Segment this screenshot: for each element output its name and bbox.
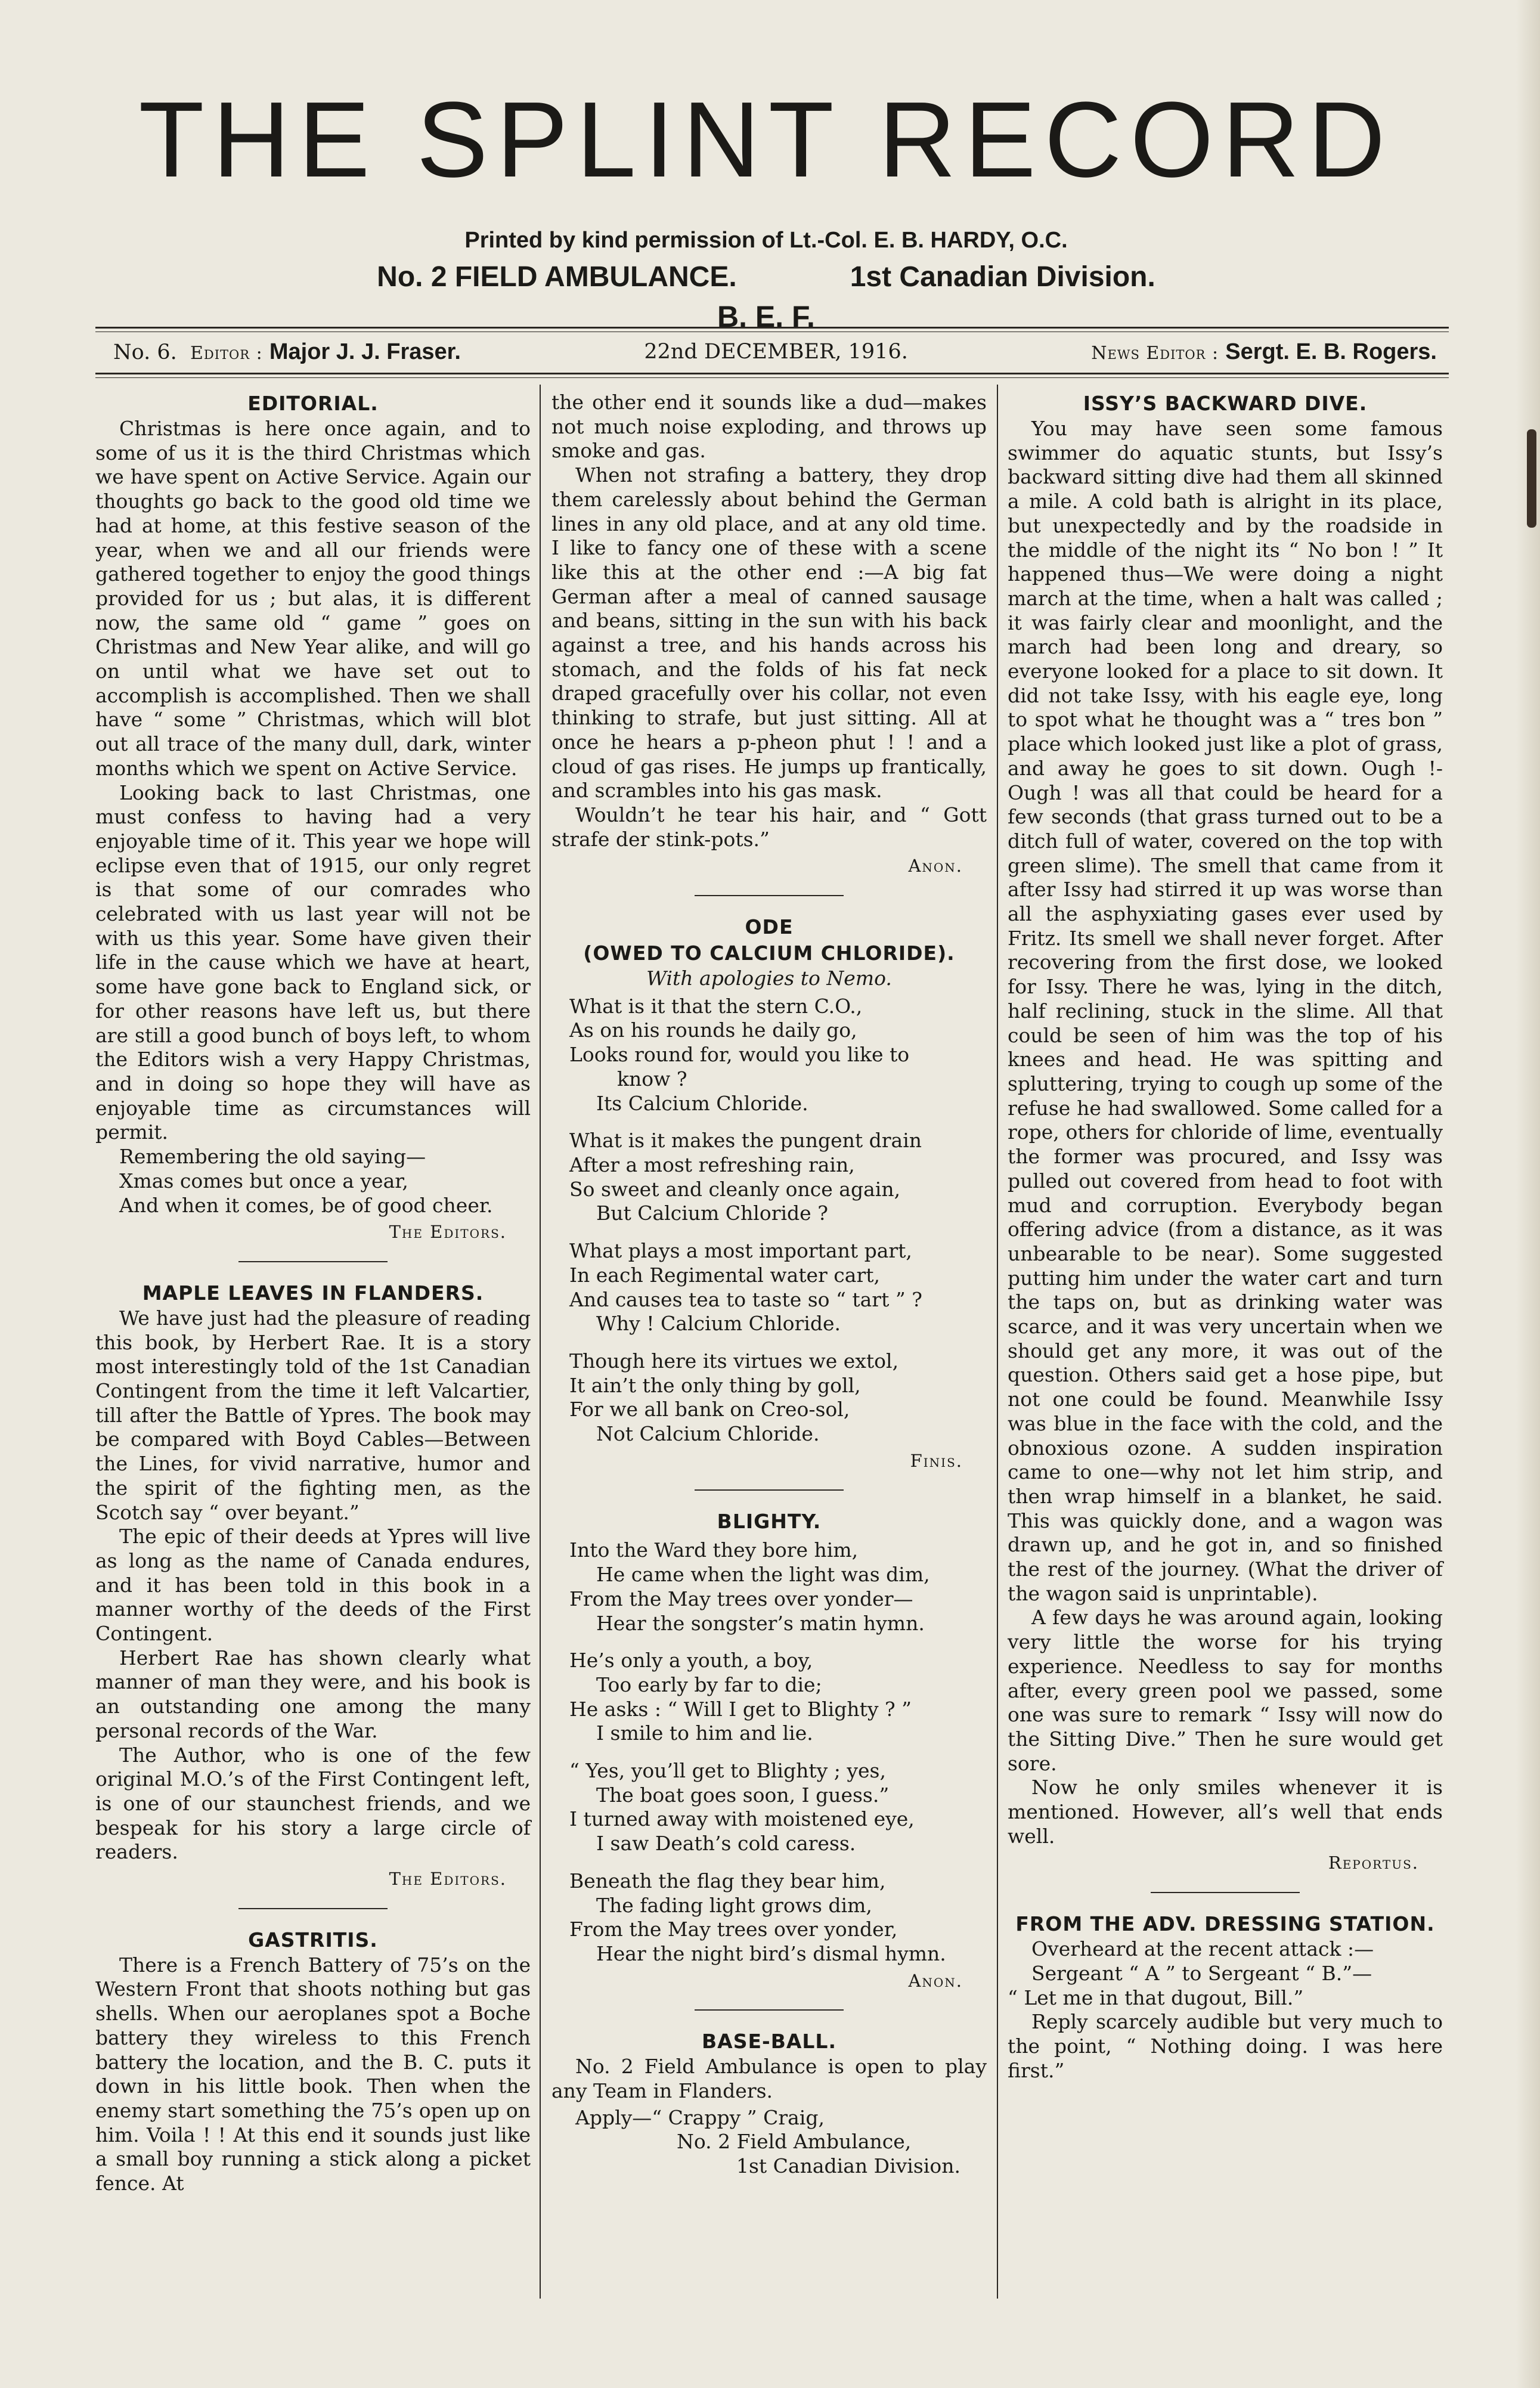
column-divider <box>540 385 541 2299</box>
issue-bar <box>113 334 1437 370</box>
verse-line: Too early by far to die; <box>596 1672 822 1696</box>
column-2 <box>551 391 987 2364</box>
article-separator <box>1151 1892 1300 1893</box>
ode-stanza <box>569 1349 987 1447</box>
dressing-station-heading: FROM THE ADV. DRESSING STATION. <box>1015 1912 1435 1936</box>
article-separator <box>695 2009 844 2011</box>
editorial-saying <box>95 1145 531 1218</box>
issue-number: No. 6. <box>113 340 177 364</box>
verse-line: What plays a most important part, <box>569 1239 912 1263</box>
article-separator <box>695 1489 844 1491</box>
issue-editor <box>113 339 461 365</box>
verse-line: It ain’t the only thing by goll, <box>569 1373 861 1397</box>
verse-line: The fading light grows dim, <box>596 1893 872 1917</box>
news-editor-name: Sergt. E. B. Rogers. <box>1225 339 1437 364</box>
column-1 <box>95 391 531 2364</box>
maple-leaves-heading: MAPLE LEAVES IN FLANDERS. <box>142 1281 484 1305</box>
column-3 <box>1008 391 1443 2364</box>
verse-line: He came when the light was dim, <box>596 1563 930 1587</box>
verse-line: “ Yes, you’ll get to Blighty ; yes, <box>569 1759 886 1783</box>
blighty-stanza <box>569 1869 987 1966</box>
issy-heading: ISSY’S BACKWARD DIVE. <box>1083 392 1368 415</box>
ode-stanza <box>569 995 987 1116</box>
gastritis-paragraph: Wouldn’t he tear his hair, and “ Gott strafe der stink-pots.” <box>551 803 987 851</box>
verse-line: But Calcium Chloride ? <box>596 1201 828 1225</box>
baseball-apply <box>551 2106 987 2179</box>
unit-line <box>89 261 1443 293</box>
article-separator <box>695 895 844 896</box>
dressing-paragraph: Overheard at the recent attack :— <box>1031 1937 1374 1961</box>
verse-line: What is it makes the pungent drain <box>569 1129 922 1153</box>
verse-line: Though here its virtues we extol, <box>569 1349 899 1373</box>
verse-line: Looks round for, would you like to <box>569 1043 910 1067</box>
maple-paragraph: We have just had the pleasure of reading this book, by Herbert Rae. It is a story most interestingly told of the 1st Canadian Contingent from the time it left Valcartier, till after the Battle of Ypres. The book may be compared with Boyd Cables—Between the Lines, for vivid narrative, humor and the spirit of the fighting men, as the Scotch say “ over beyant.” <box>95 1306 531 1524</box>
editorial-paragraph: Christmas is here once again, and to some of us it is the third Christmas which we have spent on Active Service. Again our thoughts go back to the good old time we had at home, at this festive season of the year, when we and all our friends were gathered together to enjoy the good things provided for us ; but alas, it is different now, the same old “ game ” goes on Christmas and New Year alike, and will go on until what we have set out to accomplish is accomplished. Then we shall have “ some ” Christmas, which will blot out all trace of the many dull, dark, winter months which we spent on Active Service. <box>95 417 531 780</box>
ode-signature: Finis. <box>910 1450 963 1471</box>
gastritis-paragraph: the other end it sounds like a dud—makes not much noise exploding, and throws up smoke and gas. <box>551 391 987 463</box>
baseball-paragraph: No. 2 Field Ambulance is open to play any Team in Flanders. <box>551 2055 987 2103</box>
ode-verse <box>569 995 987 1447</box>
editorial-article <box>95 391 531 1244</box>
issy-article <box>1008 391 1443 1875</box>
saying-line: Remembering the old saying— <box>119 1145 426 1169</box>
editor-name: Major J. J. Fraser. <box>269 339 461 364</box>
ode-stanza <box>569 1129 987 1226</box>
blighty-heading: BLIGHTY. <box>717 1510 822 1534</box>
header-rule <box>95 373 1449 374</box>
blighty-signature: Anon. <box>908 1970 963 1991</box>
column-divider <box>997 385 998 2299</box>
verse-line: He’s only a youth, a boy, <box>569 1649 813 1672</box>
maple-paragraph: The epic of their deeds at Ypres will live as long as the name of Canada endures, and it has been told in this book in a manner worthy of the deeds of the First Contingent. <box>95 1525 531 1646</box>
news-editor-label: News Editor : <box>1091 342 1219 364</box>
verse-line: know ? <box>617 1067 687 1091</box>
verse-line: Its Calcium Chloride. <box>596 1091 808 1115</box>
binding-string <box>1527 462 1536 528</box>
ode-stanza <box>569 1239 987 1336</box>
maple-signature: The Editors. <box>389 1869 507 1890</box>
verse-line: Into the Ward they bore him, <box>569 1538 859 1562</box>
gastritis-article <box>95 1927 531 2196</box>
verse-line: I saw Death’s cold caress. <box>596 1832 856 1856</box>
verse-line: Hear the night bird’s dismal hymn. <box>596 1941 946 1965</box>
editor-label: Editor : <box>190 342 263 364</box>
verse-line: From the May trees over yonder— <box>569 1587 913 1610</box>
blighty-stanza <box>569 1649 987 1746</box>
dressing-paragraph: Sergeant “ A ” to Sergeant “ B.”— <box>1031 1961 1372 1985</box>
saying-line: And when it comes, be of good cheer. <box>119 1193 493 1217</box>
header-rule <box>95 377 1449 378</box>
issue-news-editor <box>1091 339 1437 365</box>
header-rule <box>95 327 1449 329</box>
gastritis-paragraph: There is a French Battery of 75’s on the Western Front that shoots nothing but gas shells. When our aeroplanes spot a Boche battery they wireless to this French battery the location, and the B. C. puts it down in his little book. Then when the enemy start something the 75’s open up on him. Voila ! ! At this end it sounds just like a small boy running a stick along a picket fence. At <box>95 1953 531 2195</box>
issy-paragraph: Now he only smiles whenever it is mentioned. However, all’s well that ends well. <box>1008 1776 1443 1848</box>
apply-line: No. 2 Field Ambulance, <box>677 2130 912 2154</box>
issue-date: 22nd DECEMBER, 1916. <box>644 340 908 364</box>
verse-line: So sweet and cleanly once again, <box>569 1177 901 1201</box>
maple-leaves-article <box>95 1280 531 1891</box>
article-separator <box>238 1908 388 1909</box>
issy-paragraph: You may have seen some famous swimmer do aquatic stunts, but Issy’s backward sitting dive had them all skinned a mile. A cold bath is alright in its place, but unexpectedly and by the roadside in the middle of the night its “ No bon ! ” It happened thus—We were doing a night march at the time, when a halt was called ; it was fairly clear and moonlight, and the march had been long and dreary, so everyone looked for a place to sit down. It did not take Issy, with his eagle eye, long to spot what he thought was a “ tres bon ” place which looked just like a plot of grass, and away he goes to sit down. Ough !-Ough ! was all that could be heard for a few seconds (that grass turned out to be a ditch full of water, covered on the top with green slime). The smell that came from it after Issy had stirred it up was worse than all the asphyxiating gases ever used by Fritz. Its smell we shall never forget. After recovering from the first dose, we looked for Issy. There he was, lying in the ditch, half reclining, stuck in the slime. All that could be seen of him was the top of his knees and head. He was spitting and spluttering, trying to cough up some of the refuse he had swallowed. Some called for a rope, others for chloride of lime, eventually the former was procured, and Issy was pulled out covered from head to foot with mud and corruption. Everybody began offering advice (from a distance, as it was unbearable to be near). Some suggested putting him under the water cart and turn the taps on, but as drinking water was scarce, and it was very uncertain when we should get any more, it was out of the question. Others said get a hose pipe, but not one could be found. Meanwhile Issy was blue in the face with the cold, and the obnoxious ozone. A sudden inspiration came to one—why not let him strip, and then wrap himself in a blanket, he said. This was quickly done, and a wagon was drawn up, and he got in, and so finished the rest of the journey. (What the driver of the wagon said is unprintable). <box>1008 417 1443 1605</box>
ode-subtitle: With apologies to Nemo. <box>646 967 892 990</box>
editorial-paragraph: Looking back to last Christmas, one must confess to having had a very enjoyable time of it. This year we hope will eclipse even that of 1915, our only regret is that some of our comrades who celebrated with us last year will not be with us this year. Some have given their life in the cause which we have at heart, some have gone back to England sick, or for other reasons have left us, but there are still a good bunch of boys left, to whom the Editors wish a very Happy Christmas, and in doing so hope they will have as enjoyable time as circumstances will permit. <box>95 780 531 1144</box>
maple-paragraph: Herbert Rae has shown clearly what manner of man they were, and his book is an outstanding one among the many personal records of the War. <box>95 1646 531 1742</box>
verse-line: From the May trees over yonder, <box>569 1918 898 1941</box>
blighty-stanza <box>569 1538 987 1636</box>
editorial-heading: EDITORIAL. <box>247 392 379 415</box>
ode-subheading: (OWED TO CALCIUM CHLORIDE). <box>583 941 955 965</box>
dressing-paragraph: Reply scarcely audible but very much to the point, “ Nothing doing. I was here first.” <box>1008 2010 1443 2082</box>
gastritis-signature: Anon. <box>908 856 963 876</box>
verse-line: Why ! Calcium Chloride. <box>596 1312 841 1336</box>
division-name: 1st Canadian Division. <box>850 261 1155 293</box>
verse-line: And causes tea to taste so “ tart ” ? <box>569 1287 922 1311</box>
masthead <box>89 80 1443 334</box>
gastritis-heading: GASTRITIS. <box>248 1928 378 1952</box>
gastritis-paragraph: When not strafing a battery, they drop them carelessly about behind the German lines in any old place, and at any old time. I like to fancy one of these with a scene like this at the other end :—A big fat German after a meal of canned sausage and beans, sitting in the sun with his back against a tree, and his hands across his stomach, and the folds of his fat neck draped gracefully over his collar, not even thinking to strafe, but just sitting. All at once he hears a p-pheon phut ! ! and a cloud of gas rises. He jumps up frantically, and scrambles into his gas mask. <box>551 463 987 803</box>
ode-heading: ODE <box>745 915 794 939</box>
verse-line: In each Regimental water cart, <box>569 1263 880 1287</box>
verse-line: For we all bank on Creo-sol, <box>569 1398 850 1421</box>
verse-line: I smile to him and lie. <box>596 1721 813 1745</box>
issy-paragraph: A few days he was around again, looking very little the worse for his trying experience. Needless to say for months after, every green pool we passed, some one was sure to remark “ Issy will now do the Sitting Dive.” Then he sure would get sore. <box>1008 1606 1443 1775</box>
article-separator <box>238 1261 388 1262</box>
permission-line: Printed by kind permission of Lt.-Col. E. B. HARDY, O.C. <box>464 228 1068 253</box>
blighty-poem <box>551 1509 987 1993</box>
blighty-stanza <box>569 1759 987 1856</box>
blighty-verse <box>569 1538 987 1966</box>
verse-line: After a most refreshing rain, <box>569 1153 855 1176</box>
issy-signature: Reportus. <box>1328 1853 1419 1873</box>
baseball-notice <box>551 2028 987 2179</box>
gastritis-continued <box>551 391 987 878</box>
verse-line: Hear the songster’s matin hymn. <box>596 1611 925 1635</box>
dressing-station-article <box>1008 1911 1443 2083</box>
verse-line: Beneath the flag they bear him, <box>569 1869 886 1893</box>
newspaper-title: THE SPLINT RECORD <box>138 80 1394 200</box>
verse-line: As on his rounds he daily go, <box>569 1018 857 1042</box>
maple-paragraph: The Author, who is one of the few original M.O.’s of the First Contingent left, is one of our staunchest friends, and we bespeak for his story a large circle of readers. <box>95 1743 531 1864</box>
verse-line: I turned away with moistened eye, <box>569 1807 915 1831</box>
editorial-signature: The Editors. <box>389 1222 507 1243</box>
unit-name: No. 2 FIELD AMBULANCE. <box>377 261 737 293</box>
bef-line: B. E. F. <box>717 300 815 333</box>
ode-poem <box>551 914 987 1473</box>
dressing-paragraph: “ Let me in that dugout, Bill.” <box>1008 1986 1304 2009</box>
verse-line: He asks : “ Will I get to Blighty ? ” <box>569 1697 912 1721</box>
verse-line: The boat goes soon, I guess.” <box>596 1783 890 1807</box>
apply-line: Apply—“ Crappy ” Craig, <box>575 2105 825 2129</box>
saying-line: Xmas comes but once a year, <box>119 1169 408 1193</box>
verse-line: Not Calcium Chloride. <box>596 1422 820 1446</box>
baseball-heading: BASE-BALL. <box>702 2030 836 2054</box>
verse-line: What is it that the stern C.O., <box>569 994 863 1018</box>
apply-line: 1st Canadian Division. <box>736 2154 960 2178</box>
